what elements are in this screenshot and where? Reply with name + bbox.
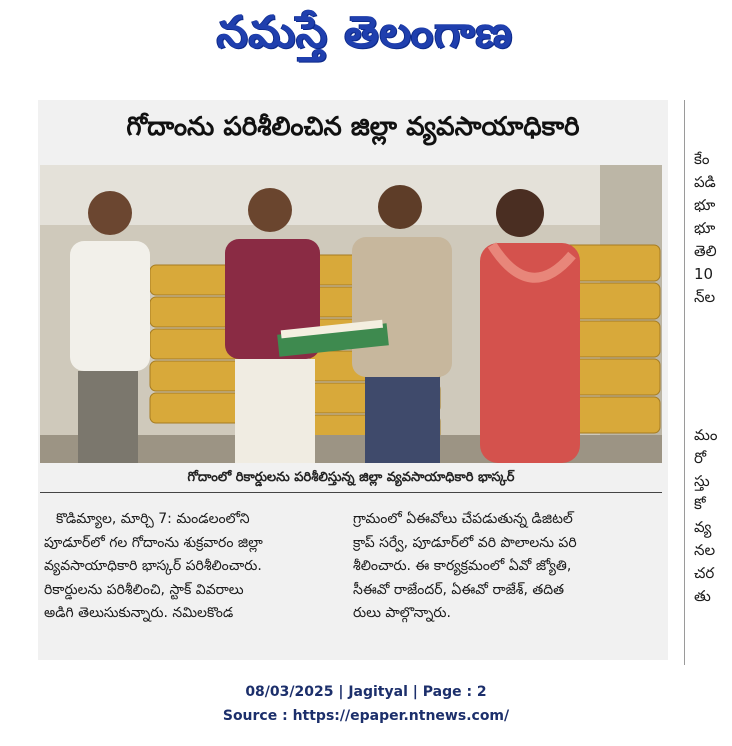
body-line: కొడిమ్యాల, మార్చి 7: మండలంలోని bbox=[56, 511, 250, 527]
body-line: అడిగి తెలుసుకున్నారు. నమిలకొండ bbox=[44, 605, 234, 621]
fragment-line: స్తు bbox=[694, 472, 710, 490]
caption-rule bbox=[40, 492, 662, 493]
adjacent-article-fragment-1 bbox=[694, 148, 732, 309]
body-line: క్రాప్ సర్వే, పూడూర్‌లో వరి పొలాలను పరి bbox=[353, 534, 577, 551]
fragment-line: భూ bbox=[694, 196, 716, 214]
column-divider bbox=[684, 100, 685, 665]
fragment-line: పడి bbox=[694, 173, 716, 191]
article-body-column-2 bbox=[353, 508, 653, 626]
fragment-line: మం bbox=[694, 426, 718, 444]
body-line: గ్రామంలో ఏఈవోలు చేపడుతున్న డిజిటల్ bbox=[353, 511, 573, 527]
fragment-line: కేం bbox=[694, 150, 710, 168]
article-photo bbox=[40, 165, 662, 463]
adjacent-article-fragment-2 bbox=[694, 424, 732, 608]
body-line: పూడూర్‌లో గల గోదాంను శుక్రవారం జిల్లా bbox=[44, 534, 263, 551]
photo-caption: గోదాంలో రికార్డులను పరిశీలిస్తున్న జిల్లా వ్యవసాయాధికారి భాస్కర్ bbox=[187, 470, 515, 485]
body-line: సీఈవో రాజేందర్, ఏఈవో రాజేశ్, తదిత bbox=[353, 581, 565, 598]
body-line: రికార్డులను పరిశీలించి, స్టాక్ వివరాలు bbox=[44, 581, 244, 598]
fragment-line: వ్య bbox=[694, 518, 712, 536]
fragment-line: న్‌ల bbox=[694, 288, 716, 306]
footer-edition-info: 08/03/2025 | Jagityal | Page : 2 bbox=[245, 684, 487, 700]
masthead-title: నమస్తే తెలంగాణ bbox=[216, 7, 514, 58]
footer-source-link[interactable]: Source : https://epaper.ntnews.com/ bbox=[222, 708, 510, 724]
fragment-line: 10 bbox=[694, 265, 714, 283]
fragment-line: రో bbox=[694, 449, 707, 467]
body-line: వ్యవసాయాధికారి భాస్కర్ పరిశీలించారు. bbox=[44, 558, 262, 574]
fragment-line: తెలి bbox=[694, 242, 717, 260]
fragment-line: చర bbox=[694, 564, 715, 582]
fragment-line: నల bbox=[694, 541, 716, 559]
fragment-line: తు bbox=[694, 587, 711, 605]
body-line: రులు పాల్గొన్నారు. bbox=[353, 605, 451, 621]
article-body-column-1 bbox=[44, 508, 344, 626]
body-line: శీలించారు. ఈ కార్యక్రమంలో ఏవో జ్యోతి, bbox=[353, 558, 572, 574]
fragment-line: భూ bbox=[694, 219, 716, 237]
fragment-line: కో bbox=[694, 495, 706, 513]
article-headline: గోదాంను పరిశీలించిన జిల్లా వ్యవసాయాధికారి bbox=[126, 112, 580, 142]
